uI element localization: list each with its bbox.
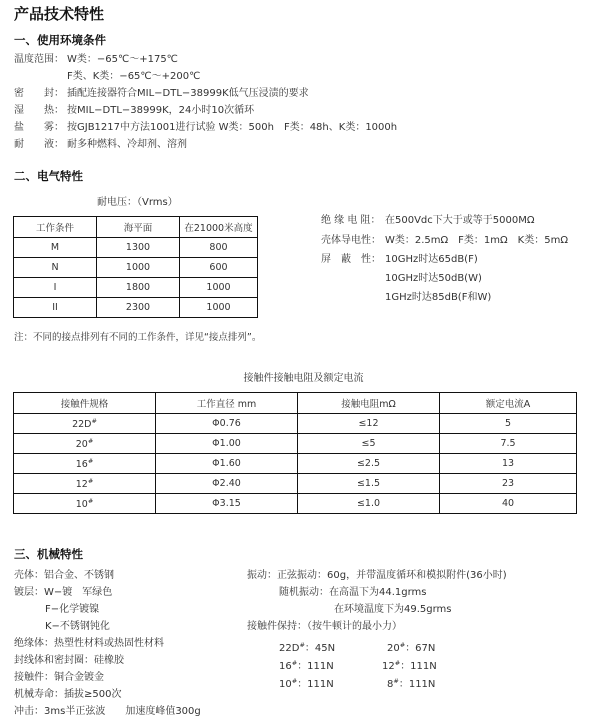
page-title: 产品技术特性	[14, 5, 105, 23]
spec-row	[321, 214, 535, 228]
table-row	[14, 414, 577, 434]
table-cell: 1000	[180, 298, 258, 318]
vibration-line: 随机振动：在高温下为44.1grms	[279, 587, 427, 598]
table-cell: ≤5	[298, 434, 440, 454]
table-cell: 1800	[97, 278, 180, 298]
table-header-cell: 接触件规格	[14, 393, 156, 414]
contact-size-mark: #	[87, 497, 94, 505]
retention-mark: #	[291, 659, 298, 667]
mech-line: 机械寿命：插拔≥500次	[14, 689, 122, 700]
table-cell: 1000	[97, 258, 180, 278]
spec-label: 壳体导电性：	[321, 235, 381, 246]
table-cell: Φ2.40	[156, 474, 298, 494]
table-cell: 2300	[97, 298, 180, 318]
retention-item	[382, 656, 437, 674]
table-cell: ≤1.0	[298, 494, 440, 514]
table-cell: 1300	[97, 238, 180, 258]
table-cell: 40	[440, 494, 577, 514]
retention-mark: #	[399, 641, 406, 649]
contact-size-mark: #	[87, 437, 94, 445]
table-header-cell: 海平面	[97, 217, 180, 238]
table-cell	[14, 454, 156, 474]
mech-line: 镀层：W−镀 军绿色	[14, 587, 113, 598]
table-cell: ≤1.5	[298, 474, 440, 494]
spec-row	[321, 234, 568, 248]
spec-row	[321, 272, 482, 286]
mech-line: F−化学镀镍	[45, 604, 100, 615]
mech-line: 壳体：铝合金、不锈钢	[14, 570, 114, 581]
retention-size: 8	[387, 679, 394, 690]
retention-size: 16	[279, 661, 292, 672]
spec-value: 10GHz时达50dB(W)	[385, 273, 482, 284]
env-row	[14, 70, 200, 84]
spec-value: W类：2.5mΩ F类：1mΩ K类：5mΩ	[385, 235, 568, 246]
contact-size-mark: #	[91, 417, 97, 425]
voltage-table	[13, 216, 258, 318]
table-header-cell: 接触电阻mΩ	[298, 393, 440, 414]
retention-size: 20	[387, 643, 400, 654]
table-cell: 600	[180, 258, 258, 278]
table-cell: 1000	[180, 278, 258, 298]
env-row	[14, 121, 397, 135]
table-row	[14, 454, 577, 474]
mech-line: K−不锈钢钝化	[45, 621, 110, 632]
table-header-cell: 工作直径 mm	[156, 393, 298, 414]
table-cell: Φ1.00	[156, 434, 298, 454]
voltage-table-caption: 耐电压：（Vrms）	[97, 197, 178, 208]
section-heading-environment: 一、使用环境条件	[14, 33, 106, 47]
contact-size: 16	[75, 459, 88, 470]
table-cell: N	[14, 258, 97, 278]
retention-mark: #	[394, 659, 401, 667]
env-label: 盐 雾：	[14, 122, 64, 133]
retention-value: ：111N	[398, 679, 436, 690]
spec-value: 在500Vdc下大于或等于5000MΩ	[385, 215, 535, 226]
retention-value: ：111N	[297, 661, 334, 672]
table-cell: 7.5	[440, 434, 577, 454]
contact-size: 12	[75, 479, 88, 490]
spec-row	[321, 291, 491, 305]
table-row	[14, 298, 258, 318]
env-row	[14, 104, 254, 118]
table-cell: I	[14, 278, 97, 298]
table-cell: Φ1.60	[156, 454, 298, 474]
retention-size: 10	[279, 679, 292, 690]
table-row	[14, 434, 577, 454]
section-heading-electrical: 二、电气特性	[14, 169, 83, 183]
spec-label: 绝 缘 电 阻：	[321, 215, 381, 226]
retention-mark: #	[393, 677, 399, 685]
spec-row	[321, 253, 478, 267]
table-cell	[14, 494, 156, 514]
table-header-cell: 工作条件	[14, 217, 97, 238]
section-heading-mechanical: 三、机械特性	[14, 547, 83, 561]
contact-size-mark: #	[87, 457, 94, 465]
env-row	[14, 87, 309, 101]
retention-value: ：45N	[304, 643, 336, 654]
table-cell: ≤2.5	[298, 454, 440, 474]
retention-heading: 接触件保持：（按牛顿计的最小力）	[247, 621, 402, 632]
table-cell: M	[14, 238, 97, 258]
table-row	[14, 494, 577, 514]
retention-size: 12	[382, 661, 395, 672]
retention-size: 22D	[279, 643, 300, 654]
retention-mark: #	[299, 641, 305, 649]
table-cell: Φ3.15	[156, 494, 298, 514]
env-label: 密 封：	[14, 88, 64, 99]
vibration-line: 在环境温度下为49.5grms	[334, 604, 452, 615]
table-cell: ≤12	[298, 414, 440, 434]
contact-size-mark: #	[87, 477, 94, 485]
retention-mark: #	[291, 677, 298, 685]
env-value: 按MIL−DTL−38999K，24小时10次循环	[67, 105, 255, 116]
contact-table	[13, 392, 577, 514]
table-cell: 13	[440, 454, 577, 474]
retention-item	[279, 638, 335, 656]
table-cell: 23	[440, 474, 577, 494]
table-row	[14, 238, 258, 258]
env-label: 湿 热：	[14, 105, 64, 116]
env-value: F类、K类：−65℃～+200℃	[67, 71, 201, 82]
env-value: 耐多种燃料、冷却剂、溶剂	[67, 139, 187, 150]
env-row	[14, 138, 187, 152]
retention-value: ：67N	[405, 643, 436, 654]
table-cell: 800	[180, 238, 258, 258]
env-label: 耐 液：	[14, 139, 64, 150]
env-value: 插配连接器符合MIL−DTL−38999K低气压浸渍的要求	[67, 88, 309, 99]
contact-size: 20	[75, 439, 88, 450]
mech-line: 封线体和密封圈：硅橡胶	[14, 655, 124, 666]
contact-size: 10	[75, 499, 88, 510]
spec-label: 屏 蔽 性：	[321, 254, 381, 265]
table-header-row	[14, 393, 577, 414]
table-header-row	[14, 217, 258, 238]
note-text: 注：不同的接点排列有不同的工作条件，详见“接点排列”。	[14, 332, 262, 343]
table-cell	[14, 474, 156, 494]
table-cell	[14, 434, 156, 454]
table-cell: II	[14, 298, 97, 318]
table-row	[14, 258, 258, 278]
retention-item	[279, 674, 334, 692]
env-row	[14, 53, 178, 67]
table-cell	[14, 414, 156, 434]
table-cell: Φ0.76	[156, 414, 298, 434]
env-value: 按GJB1217中方法1001进行试验 W类：500h F类：48h、K类：1000h	[67, 122, 398, 133]
mech-line: 绝缘体：热塑性材料或热固性材料	[14, 638, 164, 649]
table-row	[14, 474, 577, 494]
env-value: W类：−65℃～+175℃	[67, 54, 178, 65]
mech-line: 冲击：3ms半正弦波 加速度峰值300g	[14, 706, 201, 717]
retention-value: ：111N	[400, 661, 437, 672]
retention-item	[387, 638, 435, 656]
env-label: 温度范围：	[14, 54, 64, 65]
retention-value: ：111N	[297, 679, 334, 690]
spec-value: 1GHz时达85dB(F和W)	[385, 292, 492, 303]
retention-item	[387, 674, 435, 692]
table-header-cell: 在21000米高度	[180, 217, 258, 238]
spec-value: 10GHz时达65dB(F)	[385, 254, 478, 265]
table-row	[14, 278, 258, 298]
vibration-line: 振动：正弦振动：60g，并带温度循环和模拟附件(36小时)	[247, 570, 507, 581]
retention-item	[279, 656, 334, 674]
contact-size: 22D	[72, 419, 92, 430]
table-cell: 5	[440, 414, 577, 434]
contact-table-caption: 接触件接触电阻及额定电流	[243, 373, 364, 384]
table-header-cell: 额定电流A	[440, 393, 577, 414]
mech-line: 接触件：铜合金镀金	[14, 672, 104, 683]
